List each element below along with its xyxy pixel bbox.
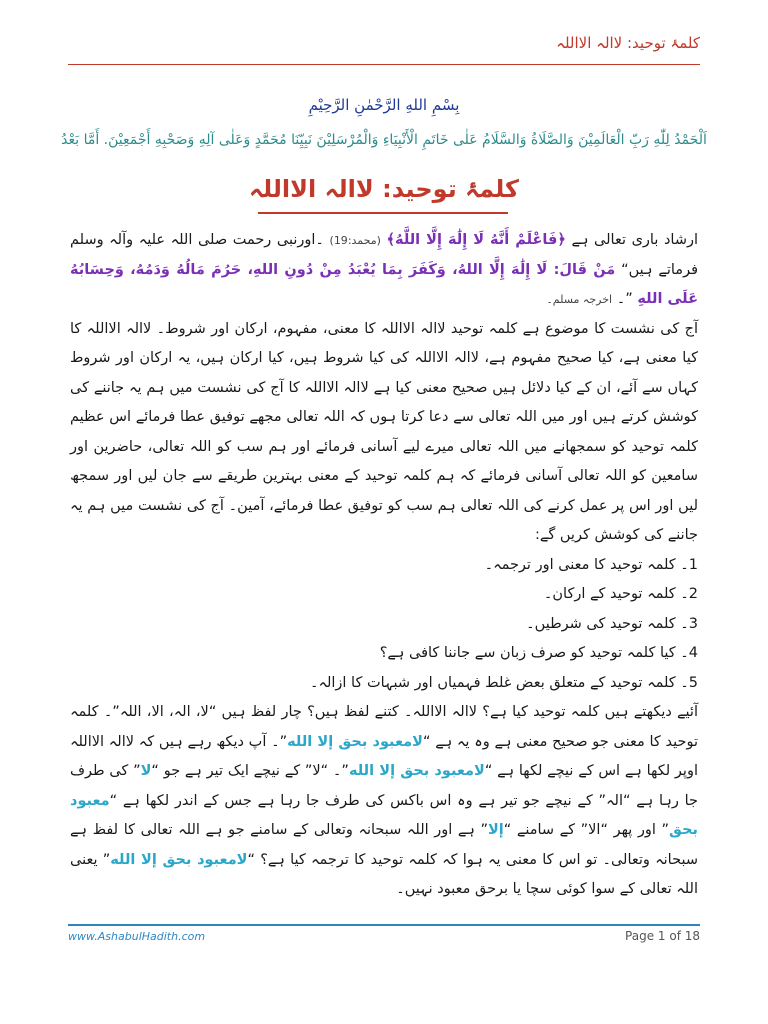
title-underline [258,212,508,214]
footer-divider [68,924,700,926]
meaning-text: ”۔ آپ دیکھ رہے ہیں کہ لاالہ الااللہ اوپر لکھا ہے اس کے نیچے لکھا ہے “ [70,733,698,779]
quran-verse: ﴿فَاعْلَمْ أَنَّهُ لَا إِلَٰهَ إِلَّا اللَّهُ﴾ [386,232,566,248]
paragraph-meaning [70,698,698,905]
highlight-phrase: لا [140,763,152,779]
meaning-text: ” کی طرف جا رہا ہے “الہ” کے نیچے جو تیر ہے وہ اس باکس کی طرف جا رہا ہے جس کے اندر لکھا ہے “ [70,763,698,809]
running-header: کلمۂ توحید: لاالہ الااللہ [556,34,700,52]
highlight-phrase: لامعبود بحق إلا الله [287,733,423,750]
list-item: 5۔ کلمہ توحید کے متعلق بعض غلط فہمیاں اور شبہات کا ازالہ۔ [309,674,698,691]
list-item: 1۔ کلمہ توحید کا معنی اور ترجمہ۔ [484,556,698,573]
meaning-text: ” ہے اور اللہ سبحانہ وتعالی کے سامنے جو ہے اللہ تعالی کا لفظ ہے سبحانہ وتعالی۔ تو اس کا معنی یہ ہوا کہ کلمہ توحید کا ترجمہ کیا ہے؟ “ [70,822,698,868]
highlight-phrase: لامعبود بحق إلا الله [110,851,248,868]
verse-reference: (محمد:19) [329,234,381,247]
intro-tail: ”۔ [616,291,633,307]
highlight-phrase: لامعبود بحق إلا الله [348,763,485,779]
meaning-text: آئیے دیکھتے ہیں کلمہ توحید کیا ہے؟ لاالہ الااللہ۔ کتنے لفظ ہیں؟ چار لفظ ہیں “لا، الہ، الا، اللہ”۔ کلمہ توحید کا معنی جو صحیح معنی ہے وہ یہ ہے “ [70,704,698,750]
meaning-text: ” اور پھر “الا” کے سامنے “ [503,822,670,838]
list-item: 2۔ کلمہ توحید کے ارکان۔ [543,586,698,602]
intro-mid: ۔اورنبی رحمت صلی اللہ علیہ وآلہ وسلم فرماتے ہیں“ [70,232,699,278]
website-link[interactable]: www.AshabulHadith.com [68,930,206,943]
page-title: کلمۂ توحید: لاالہ الااللہ [249,175,519,203]
hadith-source: اخرجہ مسلم۔ [546,293,613,306]
bismillah: بِسْمِ اللهِ الرَّحْمٰنِ الرَّحِيْمِ [308,96,460,114]
intro-paragraph [70,226,698,315]
highlight-phrase: إلا [487,822,504,838]
hadith-text: مَنْ قَالَ: لَا إِلَٰهَ إِلَّا اللهُ، وَكَفَرَ بِمَا يُعْبَدُ مِنْ دُونِ اللهِ، حَرُمَ مَالُهُ وَدَمُهُ، وَحِسَابُهُ عَلَى اللهِ [70,261,698,307]
opening-praise: اَلْحَمْدُ لِلّٰهِ رَبِّ الْعَالَمِيْنَ وَالصَّلَاةُ وَالسَّلَامُ عَلٰى خَاتَمِ الْأَنْبِيَاءِ وَالْمُرْسَلِيْنَ نَبِيِّنَا مُحَمَّدٍ وَعَلٰى آلِهِ وَصَحْبِهِ أَجْمَعِيْنَ. أَمَّا بَعْدُ [61,132,707,148]
header-divider [68,64,700,65]
topics-list [70,551,698,699]
page-number: Page 1 of 18 [625,929,700,943]
list-item: 3۔ کلمہ توحید کی شرطیں۔ [526,615,698,632]
highlight-phrase: معبود بحق [70,792,698,838]
list-item: 4۔ کیا کلمہ توحید کو صرف زبان سے جاننا کافی ہے؟ [379,645,698,661]
paragraph-topic: آج کی نشست کا موضوع ہے کلمہ توحید لاالہ الااللہ کا معنی، مفہوم، ارکان اور شروط۔ لاالہ الااللہ کا کیا معنی ہے، کیا صحیح مفہوم ہے، لاالہ الااللہ کی کیا شروط ہیں، کیا ارکان ہیں، یہ ارکان اور شروط کہاں سے آئے، ان کے کیا دلائل ہیں صحیح معنی کیا ہے لاالہ الااللہ کا آج کی نشست میں ہم یہ جاننے کی کوشش کرتے ہیں اور میں اللہ تعالی سے دعا کرتا ہوں کہ اللہ تعالی مجھے توفیق عطا فرمائے اس عظیم کلمہ توحید کو سمجھانے میں اللہ تعالی میرے لیے آسانی فرمائے اور ہم سب کو اللہ تعالی، حاضرین اور سامعین کو اللہ تعالی آسانی فرمائے کہ ہم کلمہ توحید کے معنی بہترین طریقے سے جان لیں اور سمجھ لیں اور اس پر عمل کرنے کی اللہ تعالی ہم سب کو توفیق عطا فرمائے، آمین۔ آج کی نشست میں ہم یہ جاننے کی کوشش کریں گے: [70,320,698,543]
intro-lead: ارشاد باری تعالی ہے [571,232,699,248]
meaning-text: ” یعنی اللہ تعالی کے سوا کوئی سچا یا برحق معبود نہیں۔ [70,851,698,897]
meaning-text: ”۔ “لا” کے نیچے ایک تیر ہے جو “ [151,763,349,779]
document-body [70,226,698,905]
